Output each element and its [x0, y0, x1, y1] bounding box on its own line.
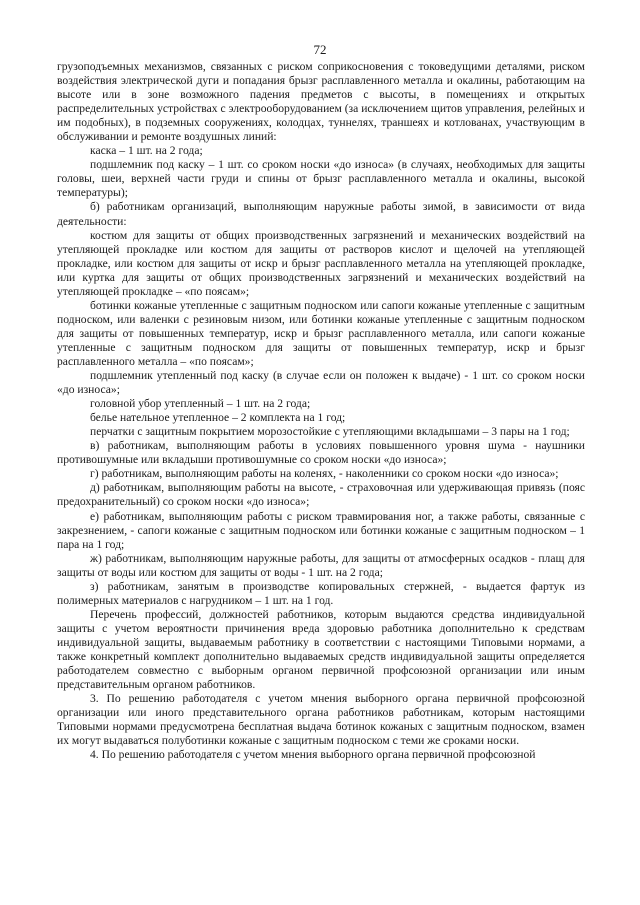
paragraph: е) работникам, выполняющим работы с риском травмирования ног, а также работы, связанные с закрезнением, - сапоги кожаные с защитным подноском или ботинки кожаные с защитным подноском – 1 пара на 1 год; — [57, 509, 585, 551]
paragraph: в) работникам, выполняющим работы в условиях повышенного уровня шума - наушники противошумные или вкладыши противошумные со сроком носки «до износа»; — [57, 439, 585, 467]
paragraph: д) работникам, выполняющим работы на высоте, - страховочная или удерживающая привязь (пояс предохранительный) со сроком носки «до износа»; — [57, 481, 585, 509]
paragraph: з) работникам, занятым в производстве копировальных стержней, - выдается фартук из полимерных материалов с нагрудником – 1 шт. на 1 год. — [57, 579, 585, 607]
paragraph: б) работникам организаций, выполняющим наружные работы зимой, в зависимости от вида деятельности: — [57, 200, 585, 228]
paragraph: перчатки с защитным покрытием морозостойкие с утепляющими вкладышами – 3 пары на 1 год; — [90, 425, 570, 439]
paragraph: белье нательное утепленное – 2 комплекта на 1 год; — [90, 411, 346, 425]
paragraph: 4. По решению работодателя с учетом мнения выборного органа первичной профсоюзной — [90, 748, 536, 762]
paragraph: г) работникам, выполняющим работы на коленях, - наколенники со сроком носки «до износа»; — [90, 467, 559, 481]
paragraph: подшлемник под каску – 1 шт. со сроком носки «до износа» (в случаях, необходимых для защиты головы, шеи, верхней части груди и спины от брызг расплавленного металла и окалины, высокой температуры); — [57, 158, 585, 200]
paragraph: головной убор утепленный – 1 шт. на 2 года; — [90, 397, 311, 411]
paragraph: подшлемник утепленный под каску (в случае если он положен к выдаче) - 1 шт. со сроком носки «до износа»; — [57, 369, 585, 397]
paragraph: грузоподъемных механизмов, связанных с риском соприкосновения с токоведущими деталями, риском воздействия электрической дуги и попадания брызг расплавленного металла и окалины, работающим на высоте или в зоне возможного падения предметов с высоты, в помещениях и открытых распределительных устройствах с электрооборудованием (за исключением щитов управления, релейных и им подобных), в подземных сооружениях, колодцах, туннелях, траншеях и котлованах, участвующим в обслуживании и ремонте воздушных линий: — [57, 60, 585, 144]
page-number: 72 — [313, 42, 327, 57]
paragraph: каска – 1 шт. на 2 года; — [90, 144, 203, 158]
paragraph: 3. По решению работодателя с учетом мнения выборного органа первичной профсоюзной организации или иного представительного органа работников работникам, которым настоящими Типовыми нормами предусмотрена бесплатная выдача ботинок кожаных с защитным подноском, взамен их могут выдаваться полуботинки кожаные с защитным подноском с теми же сроками носки. — [57, 692, 585, 748]
paragraph: ж) работникам, выполняющим наружные работы, для защиты от атмосферных осадков - плащ для защиты от воды или костюм для защиты от воды - 1 шт. на 2 года; — [57, 551, 585, 579]
paragraph: костюм для защиты от общих производственных загрязнений и механических воздействий на утепляющей прокладке или костюм для защиты от растворов кислот и щелочей на утепляющей прокладке, или костюм для защиты от искр и брызг расплавленного металла на утепляющей прокладке, или куртка для защиты от общих производственных загрязнений и механических воздействий на утепляющей прокладке – «по поясам»; — [57, 228, 585, 298]
paragraph: ботинки кожаные утепленные с защитным подноском или сапоги кожаные утепленные с защитным подноском, или валенки с резиновым низом, или ботинки кожаные утепленные с защитным подноском для защиты от повышенных температур, искр и брызг расплавленного металла, или сапоги кожаные утепленные с защитным подноском для защиты от повышенных температур, искр и брызг расплавленного металла – «по поясам»; — [57, 298, 585, 368]
paragraph: Перечень профессий, должностей работников, которым выдаются средства индивидуальной защиты с учетом вероятности причинения вреда здоровью работника дополнительно к средствам индивидуальной защиты, выдаваемым работнику в соответствии с настоящими Типовыми нормами, а также конкретный комплект дополнительно выдаваемых средств индивидуальной защиты определяется работодателем совместно с выборным органом первичной профсоюзной организации или иным представительным органом работников. — [57, 607, 585, 692]
document-body — [57, 60, 585, 762]
